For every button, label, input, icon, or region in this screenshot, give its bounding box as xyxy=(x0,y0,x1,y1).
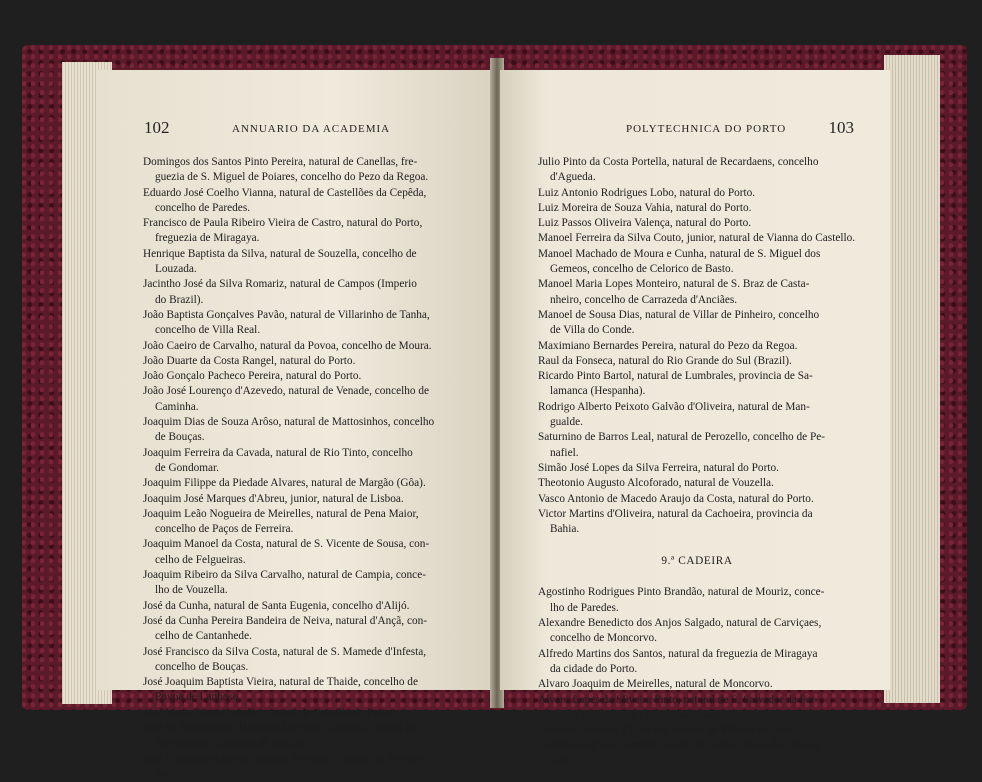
text-line: Povoa de Lanhoso. xyxy=(155,691,242,704)
text-line: Manoel de Sousa Dias, natural de Villar de Pinheiro, concelho xyxy=(538,308,820,321)
right-page-header xyxy=(500,120,890,140)
text-line: Joaquim Manoel da Costa, natural de S. Vicente de Sousa, con- xyxy=(143,538,430,551)
text-line: de Gondomar. xyxy=(155,461,220,474)
text-line: Henrique Baptista da Silva, natural de Souzella, concelho de xyxy=(143,247,417,260)
left-page-text xyxy=(143,155,434,782)
text-line: Fafe. xyxy=(550,754,573,767)
text-line: celho de Cantanhede. xyxy=(155,630,252,643)
section-heading: 9.ª CADEIRA xyxy=(661,555,733,568)
text-line: Joaquim Dias de Souza Arôso, natural de Mattosinhos, concelho xyxy=(143,416,435,429)
text-line: da cidade do Porto. xyxy=(550,662,638,675)
text-line: João Caeiro de Carvalho, natural da Povoa, concelho de Moura. xyxy=(143,339,432,352)
text-line: vença, concelho de Celorico de Basto. xyxy=(550,708,723,721)
text-line: guezia de S. Miguel de Poiares, concelho do Pezo da Regoa. xyxy=(155,171,429,184)
text-line: Alvaro Joaquim de Meirelles, natural de Moncorvo. xyxy=(538,678,773,691)
text-line: Agostinho Rodrigues Pinto Brandão, natural de Mouriz, conce- xyxy=(538,586,825,599)
text-line: Vasco Antonio de Macedo Araujo da Costa, natural do Porto. xyxy=(538,492,814,505)
text-line: concelho de Villa Real. xyxy=(155,324,261,337)
text-line: Ricardo Pinto Bartol, natural de Lumbrales, provincia de Sa- xyxy=(538,370,813,383)
text-line: Simão José Lopes da Silva Ferreira, natural do Porto. xyxy=(538,461,779,474)
text-line: nafiel. xyxy=(550,446,579,459)
right-page xyxy=(500,70,890,767)
text-line: Tarouquella, concelho de Sinfães. xyxy=(155,737,308,750)
text-line: Joaquim José Marques d'Abreu, junior, natural de Lisboa. xyxy=(143,492,404,505)
text-line: João Baptista Gonçalves Pavão, natural de Villarinho de Tanha, xyxy=(143,308,430,321)
text-line: celho de Felgueiras. xyxy=(155,553,246,566)
text-line: João Gonçalo Pacheco Pereira, natural do Porto. xyxy=(143,370,362,383)
text-line: Manoel Maria Lopes Monteiro, natural de S. Braz de Casta- xyxy=(538,278,810,291)
right-running-head: POLYTECHNICA DO PORTO xyxy=(626,123,787,135)
left-page xyxy=(96,70,494,780)
text-line: Alvaro Lopes da Silveira Pinto, natural de S. Salvador da Fer- xyxy=(538,693,819,706)
text-line: nheiro, concelho de Carrazeda d'Anciães. xyxy=(550,293,738,306)
text-line: lho de Paredes. xyxy=(550,601,619,614)
text-line: freguezia de Miragaya. xyxy=(155,232,260,245)
text-line: José da Cunha Pereira Bandeira de Neiva, natural d'Ançã, con- xyxy=(143,614,428,627)
text-line: Bahia. xyxy=(550,523,580,536)
text-line: João José Lourenço d'Azevedo, natural de Venade, concelho de xyxy=(143,385,430,398)
text-line: Luiz Passos Oliveira Valença, natural do Porto. xyxy=(538,217,752,230)
text-line: José do Nascimento da Rocha Azevedo Coutinho, natural de xyxy=(143,721,417,734)
text-line: Louzada. xyxy=(155,263,197,276)
text-line: Gemeos, concelho de Celorico de Basto. xyxy=(550,263,734,276)
section-spacer xyxy=(538,537,856,549)
text-line: Francisco de Paula Ribeiro Vieira de Castro, natural do Porto, xyxy=(143,217,423,230)
text-line: Saturnino de Barros Leal, natural de Perozello, concelho de Pe- xyxy=(538,431,826,444)
text-line: José Joaquim Baptista Vieira, natural de Thaide, concelho de xyxy=(143,676,418,689)
text-line: João Duarte da Costa Rangel, natural do Porto. xyxy=(143,354,356,367)
text-line: Manoel Ferreira da Silva Couto, junior, natural de Vianna do Castello. xyxy=(538,232,856,245)
right-page-number: 103 xyxy=(828,118,854,137)
text-line: Alfredo Martins dos Santos, natural da freguezia de Miragaya xyxy=(538,647,818,660)
text-line: Caminha. xyxy=(155,400,199,413)
left-page-header xyxy=(96,120,494,140)
text-line: Antonio Armindo d'Andrade, natural de Ribeira de Pena. xyxy=(538,724,796,737)
text-line: Eduardo José Coelho Vianna, natural de Castellões da Cepêda, xyxy=(143,186,427,199)
text-line: de Villa do Conde. xyxy=(550,324,635,337)
text-line: Joaquim Leão Nogueira de Meirelles, natural de Pena Maior, xyxy=(143,507,419,520)
text-line: concelho de Paredes. xyxy=(155,201,251,214)
text-line: José Rodrigues Moreira, natural de Mouriz, concelho de Pare- xyxy=(143,752,425,765)
text-line: Domingos dos Santos Pinto Pereira, natural de Canellas, fre- xyxy=(143,156,418,168)
text-line: Rodrigo Alberto Peixoto Galvão d'Oliveira, natural de Man- xyxy=(538,400,810,413)
text-line: concelho de Bouças. xyxy=(155,660,249,673)
left-page-number: 102 xyxy=(144,118,170,137)
text-line: Joaquim Ferreira da Cavada, natural de Rio Tinto, concelho xyxy=(143,446,413,459)
text-line: lho de Vouzella. xyxy=(155,584,228,597)
text-line: lamanca (Hespanha). xyxy=(550,385,646,398)
text-line: des. xyxy=(155,767,173,780)
text-line: José Francisco da Silva Costa, natural de S. Mamede d'Infesta, xyxy=(143,645,427,658)
text-line: Alexandre Benedicto dos Anjos Salgado, natural de Carviçaes, xyxy=(538,617,822,630)
text-line: Victor Martins d'Oliveira, natural da Cachoeira, provincia da xyxy=(538,507,813,520)
text-line: concelho de Paços de Ferreira. xyxy=(155,523,294,536)
text-line: Raul da Fonseca, natural do Rio Grande do Sul (Brazil). xyxy=(538,354,792,367)
text-line: Theotonio Augusto Alcoforado, natural de Vouzella. xyxy=(538,477,774,490)
left-running-head: ANNUARIO DA ACADEMIA xyxy=(232,123,391,135)
text-line: d'Agueda. xyxy=(550,171,596,184)
text-line: gualde. xyxy=(550,416,583,429)
text-line: Manoel Machado de Moura e Cunha, natural de S. Miguel dos xyxy=(538,247,821,260)
text-line: de Bouças. xyxy=(155,431,205,444)
text-line: Joaquim Filippe da Piedade Alvares, natural de Margão (Gôa). xyxy=(143,477,426,490)
section-spacer xyxy=(538,573,856,585)
text-line: Jacintho José da Silva Romariz, natural de Campos (Imperio xyxy=(143,278,417,291)
right-page-text xyxy=(538,155,856,769)
text-line: Joaquim Ribeiro da Silva Carvalho, natural de Campia, conce- xyxy=(143,569,426,582)
right-page-edges xyxy=(884,55,940,703)
text-line: José Maria Pinto Camello, natural de Castello de Paiva. xyxy=(143,706,395,719)
text-line: do Brazil). xyxy=(155,293,204,306)
text-line: Maximiano Bernardes Pereira, natural do Pezo da Regoa. xyxy=(538,339,798,352)
text-line: José da Cunha, natural de Santa Eugenia, concelho d'Alijó. xyxy=(143,599,410,612)
text-line: Luiz Antonio Rodrigues Lobo, natural do Porto. xyxy=(538,186,756,199)
text-line: Julio Pinto da Costa Portella, natural de Recardaens, concelho xyxy=(538,156,819,168)
text-line: Antonio Augusto Carreira, natural de Santa Eulalia da Villa de xyxy=(538,739,821,752)
text-line: concelho de Moncorvo. xyxy=(550,632,657,645)
text-line: Luiz Moreira de Souza Vahia, natural do Porto. xyxy=(538,201,752,214)
